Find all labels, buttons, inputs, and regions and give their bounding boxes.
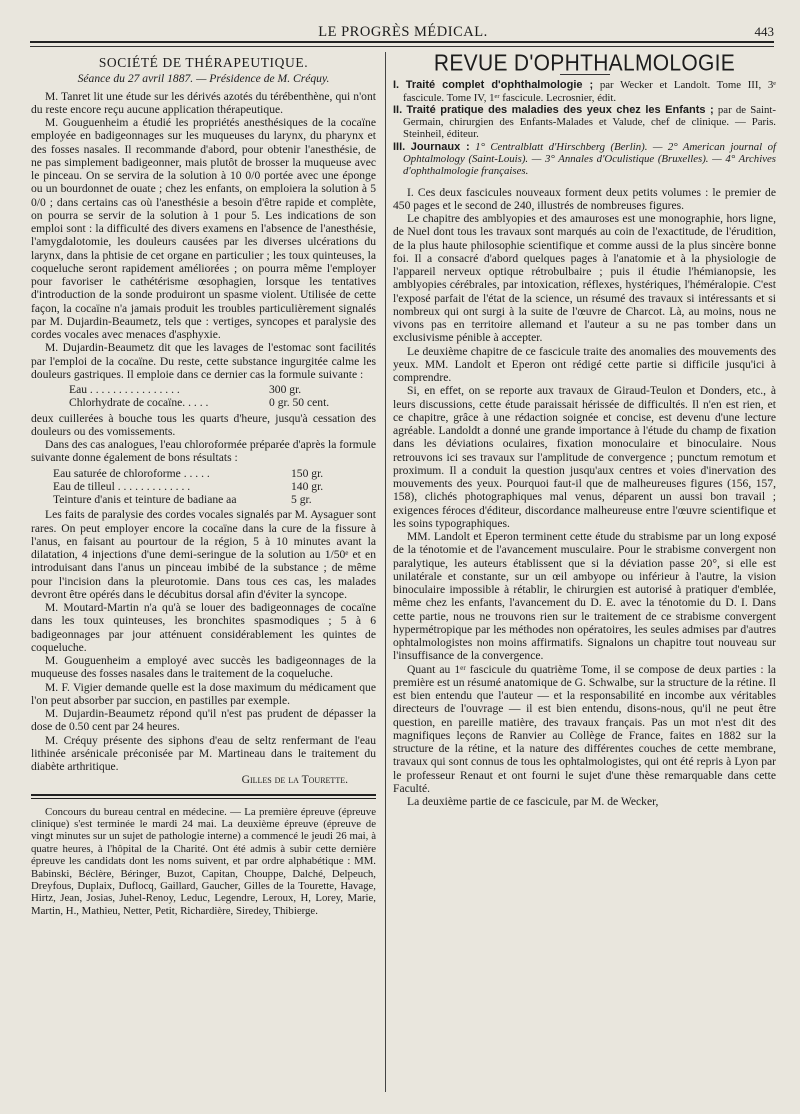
- formula-qty: 140 gr.: [291, 479, 324, 493]
- bib-details: 1° Centralblatt d'Hirschberg (Berlin). — 2° American journal of Ophtalmology (Saint-Louis). — 3° Annales d'Oculistique (Bruxelles). — 4° Archives d'ophthalmologie françaises.: [403, 140, 777, 178]
- bibliography: [393, 79, 776, 177]
- journal-title: LE PROGRÈS MÉDICAL.: [318, 24, 488, 40]
- section-heading-societe: SOCIÉTÉ DE THÉRAPEUTIQUE.: [98, 55, 309, 70]
- formula-row: [53, 480, 376, 493]
- bib-entry: [393, 104, 776, 141]
- paragraph: M. Créquy présente des siphons d'eau de seltz renfermant de l'eau lithinée arsénicale préconisée par M. Martineau dans le traitement du diabète arthritique.: [31, 733, 376, 773]
- formula-item: Teinture d'anis et teinture de badiane aa: [53, 493, 237, 506]
- paragraph: M. Gouguenheim a étudié les propriétés anesthésiques de la cocaïne employée en badigeonnages sur les muqueuses du larynx, du pharynx et des fosses nasales. Il recommande d'abord, pour obtenir l'anesthésie, de ne pas simplement badigeonner, mais plutôt de brosser la muqueuse avec le pinceau. On se servira de la solution à 10 0/0 portée avec une éponge ou un bourdonnet de ouate ; chez les enfants, on emploiera la solution à 5 0/0 ; dans certains cas où l'anesthésie a besoin d'être rapide et complète, on pourra se servir de la solution à 1 pour 5. Les indications de son emploi sont : la difficulté des divers examens en l'absence de l'anesthésie, l'amygdalotomie, les douleurs causées par les diverses ulcérations du larynx, dans la phtisie de cet organe en particulier ; les toux quinteuses, la coqueluche seront rapidement améliorées ; on pourra même l'employer pour favoriser le cathétérisme œsophagien, lorsque les tentatives d'introduction de la sonde produiront un spasme violent. Utilisée de cette façon, la cocaïne n'a jamais produit les troubles particulièrement signalés par M. Dujardin-Beaumetz, tels que : vertiges, syncopes et paralysie des cordes vocales avec menaces d'asphyxie.: [31, 116, 376, 341]
- bib-number: I.: [393, 79, 400, 92]
- formula-row: [69, 396, 376, 409]
- paragraph: MM. Landolt et Eperon terminent cette étude du strabisme par un long exposé de la ténotomie et de l'avancement musculaire. Pour le strabisme convergent non paralytique, les auteurs établissent que si la déviation passe 20°, si elle est unilatérale et constante, sur un œil ambyope ou inférieur à l'autre, la vision binoculaire impossible à rétablir, le chirurgien est autorisé à pratiquer d'emblée, même chez les enfants, l'avancement du D. E. avec la ténotomie du D. I. Dans cette partie, nous ne trouvons rien sur le traitement de ce strabisme convergent hypermétropique par les méthodes non opératoires, les seules admises par d'autres ophtalmologistes non moins affirmatifs. Signalons un chapitre tout nouveau sur l'insuffisance de la convergence.: [393, 530, 776, 663]
- signature: Gilles de la Tourette.: [241, 773, 348, 787]
- header-rule-thin: [30, 46, 774, 47]
- formula-item: Eau de tilleul . . . . . . . . . . . . .: [53, 479, 191, 493]
- seance-line: [31, 72, 376, 85]
- paragraph: Si, en effet, on se reporte aux travaux de Giraud-Teulon et Donders, etc., à leurs discussions, cette étude paraissait hérissée de difficultés. Il n'en est rien, et ce chapitre, grâce à une rédaction soignée et concise, est devenu d'une lecture agréable. Landoldt a donné une grande importance à l'étude du champ de fixation dans les déviations oculaires, fixation monoculaire et binoculaire. Nous retrouvons ici ses travaux sur l'amplitude de convergence ; punctum remotum et proximum. Il a conduit la question jusqu'aux centres et voies d'inervation des mouvements des yeux. Pourquoi faut-il que de malheureuses figures (156, 157, 158), clichés photographiques mal venus, déparent un aussi bon travail ; exigences féroces d'éditeur, discordance malheureuse entre l'œuvre scientifique et les soins typographiques.: [393, 384, 776, 530]
- formula-row: [69, 383, 376, 396]
- formula-item: Chlorhydrate de cocaïne. . . . .: [69, 396, 209, 410]
- bib-title: Journaux :: [410, 140, 470, 153]
- paragraph: M. F. Vigier demande quelle est la dose maximum du médicament que l'on peut absorber par succion, en pastilles par exemple.: [31, 680, 376, 707]
- paragraph: Les faits de paralysie des cordes vocales signalés par M. Aysaguer sont rares. On peut employer encore la cocaïne dans la cure de la fissure à l'anus, en faisant au pourtour de la région, 5 à 10 minutes avant la dilatation, 4 injections d'une demi-seringue de la solution au 1/50ᵉ et en introduisant dans l'anus un pinceau imbibé de la substance ; de même pour l'incision dans la pleurotomie. Dans tous ces cas, les malades devront être opérés dans le décubitus dorsal afin d'éviter la syncope.: [31, 508, 376, 601]
- formula-block-2: [53, 467, 376, 507]
- paragraph: M. Dujardin-Beaumetz répond qu'il n'est pas prudent de dépasser la dose de 0.50 cent par 24 heures.: [31, 707, 376, 734]
- column-divider: [385, 52, 386, 1092]
- formula-row: [53, 493, 376, 506]
- section-rule-thin: [31, 798, 376, 799]
- paragraph: Le chapitre des amblyopies et des amauroses est une monographie, hors ligne, de Nuel dont tous les travaux sont marqués au coin de l'exactitude, de l'érudition, de la plus haute philosophie scientifique et comme aussi de la plus sincère bonne foi. Il a consacré d'abord quelques pages à l'anatomie et à la physiologie de l'appareil nerveux optique rétrobulbaire ; puis il étudie l'hémianopsie, les amblyopies cérébrales, par intoxication, réflexes, hystériques, l'héméralopie. C'est l'exposé parfait de l'état de la science, un résumé des travaux si intéressants et si nombreux qui ont surgi à la suite de l'œuvre de Charcot. Là, au moins, nous ne vivons pas en territoire allemand et l'auteur a su ne pas tomber dans un exclusivisme pénible à accepter.: [393, 212, 776, 345]
- paragraph: La deuxième partie de ce fascicule, par M. de Wecker,: [407, 795, 659, 809]
- paragraph: Quant au 1ᵉʳ fascicule du quatrième Tome, il se compose de deux parties : la première est un résumé anatomique de G. Schwalbe, sur la structure de la rétine. Il est bien entendu que l'auteur — et la responsabilité en incombe aux véritables directeurs de l'ouvrage — il est bien entendu, disons-nous, qu'il ne peut être question, en pareille matière, des travaux français. Pas un mot n'est dit des magnifiques leçons de Ranvier au Collège de France, faites en 1882 sur la structure de la rétine, et la nature des différentes couches de cette membrane, travaux qui sont connus de tous les ophtalmologistes, qui ont été repris à Lyon par le professeur Renaut et ont fourni le sujet d'une thèse remarquable dans cette Faculté.: [393, 662, 776, 795]
- formula-qty: 5 gr.: [291, 493, 312, 506]
- bib-entry: [393, 79, 776, 104]
- formula-row: [53, 467, 376, 480]
- bib-title: Traité pratique des maladies des yeux chez les Enfants ;: [406, 103, 714, 116]
- paragraph: M. Moutard-Martin n'a qu'à se louer des badigeonnages de cocaïne dans les toux quinteuses, les bronchites spasmodiques ; 5 à 6 badigeonnages par jour atténuent considérablement les quintes de coqueluche.: [31, 601, 376, 654]
- bib-details: par Wecker et Landolt. Tome III, 3ᵉ fascicule. Tome IV, 1ᵉʳ fascicule. Lecrosnier, édit.: [403, 79, 776, 104]
- right-column: [393, 50, 777, 809]
- paragraph: I. Ces deux fascicules nouveaux forment deux petits volumes : le premier de 450 pages et le second de 240, illustrés de nombreuses figures.: [393, 185, 776, 212]
- section-heading-revue: REVUE D'OPHTHALMOLOGIE: [433, 50, 736, 77]
- formula-item: Eau . . . . . . . . . . . . . . . .: [69, 383, 180, 396]
- paragraph: Dans des cas analogues, l'eau chloroformée préparée d'après la formule suivante donne également de bons résultats :: [31, 438, 376, 465]
- concours-notice: Concours du bureau central en médecine. — La première épreuve (épreuve clinique) s'est terminée le mardi 24 mai. La deuxième épreuve (épreuve de vingt minutes sur un sujet de pathologie interne) a commencé le jeudi 26 mai, à quatre heures, à l'hôpital de la Charité. Ont été admis à subir cette dernière épreuve les candidats dont les noms suivent, et par ordre alphabétique : MM. Babinski, Béclère, Béringer, Buzot, Capitan, Chouppe, Dalché, Delpeuch, Dreyfous, Duplaix, Duflocq, Gaillard, Gaucher, Gilles de la Tourette, Havage, Hirtz, Jean, Josias, Juhel-Renoy, Leduc, Legendre, Leroux, H, Lorey, Marie, Martin, H., Mathieu, Netter, Petit, Richardière, Siredey, Thibierge.: [31, 805, 376, 917]
- paragraph: M. Tanret lit une étude sur les dérivés azotés du térébenthène, qui n'ont du reste encore reçu aucune application thérapeutique.: [31, 89, 376, 116]
- bib-title: Traité complet d'ophthalmologie ;: [405, 79, 594, 92]
- page-number: 443: [754, 24, 774, 39]
- formula-block-1: [69, 383, 376, 410]
- left-column: [31, 54, 376, 917]
- bib-number: II.: [393, 103, 403, 116]
- section-rule-thick: [31, 794, 376, 796]
- bib-details: par de Saint-Germain, chirurgien des Enfants-Malades et Valude, chef de clinique. — Paris. Steinheil, éditeur.: [403, 103, 777, 141]
- formula-qty: 0 gr. 50 cent.: [269, 396, 330, 410]
- bib-entry: [393, 141, 776, 178]
- paragraph: deux cuillerées à bouche tous les quarts d'heure, jusqu'à cessation des douleurs ou des vomissements.: [31, 411, 376, 438]
- formula-qty: 300 gr.: [269, 383, 302, 396]
- seance-text: Séance du 27 avril 1887. — Présidence de M. Créquy.: [77, 72, 330, 86]
- paragraph: M. Dujardin-Beaumetz dit que les lavages de l'estomac sont facilités par l'emploi de la cocaïne. Du reste, cette substance ingurgitée calme les douleurs gastriques. Il emploie dans ce dernier cas la formule suivante :: [31, 341, 376, 381]
- paragraph: Le deuxième chapitre de ce fascicule traite des anomalies des mouvements des yeux. MM. Landolt et Eperon ont rédigé cette partie si difficile jusqu'ici à comprendre.: [393, 344, 776, 385]
- bib-number: III.: [393, 140, 406, 153]
- formula-qty: 150 gr.: [291, 466, 324, 480]
- header-rule-thick: [30, 41, 774, 43]
- formula-item: Eau saturée de chloroforme . . . . .: [53, 466, 210, 480]
- paragraph: M. Gouguenheim a employé avec succès les badigeonnages de la muqueuse des fosses nasales dans le traitement de la coqueluche.: [31, 654, 376, 681]
